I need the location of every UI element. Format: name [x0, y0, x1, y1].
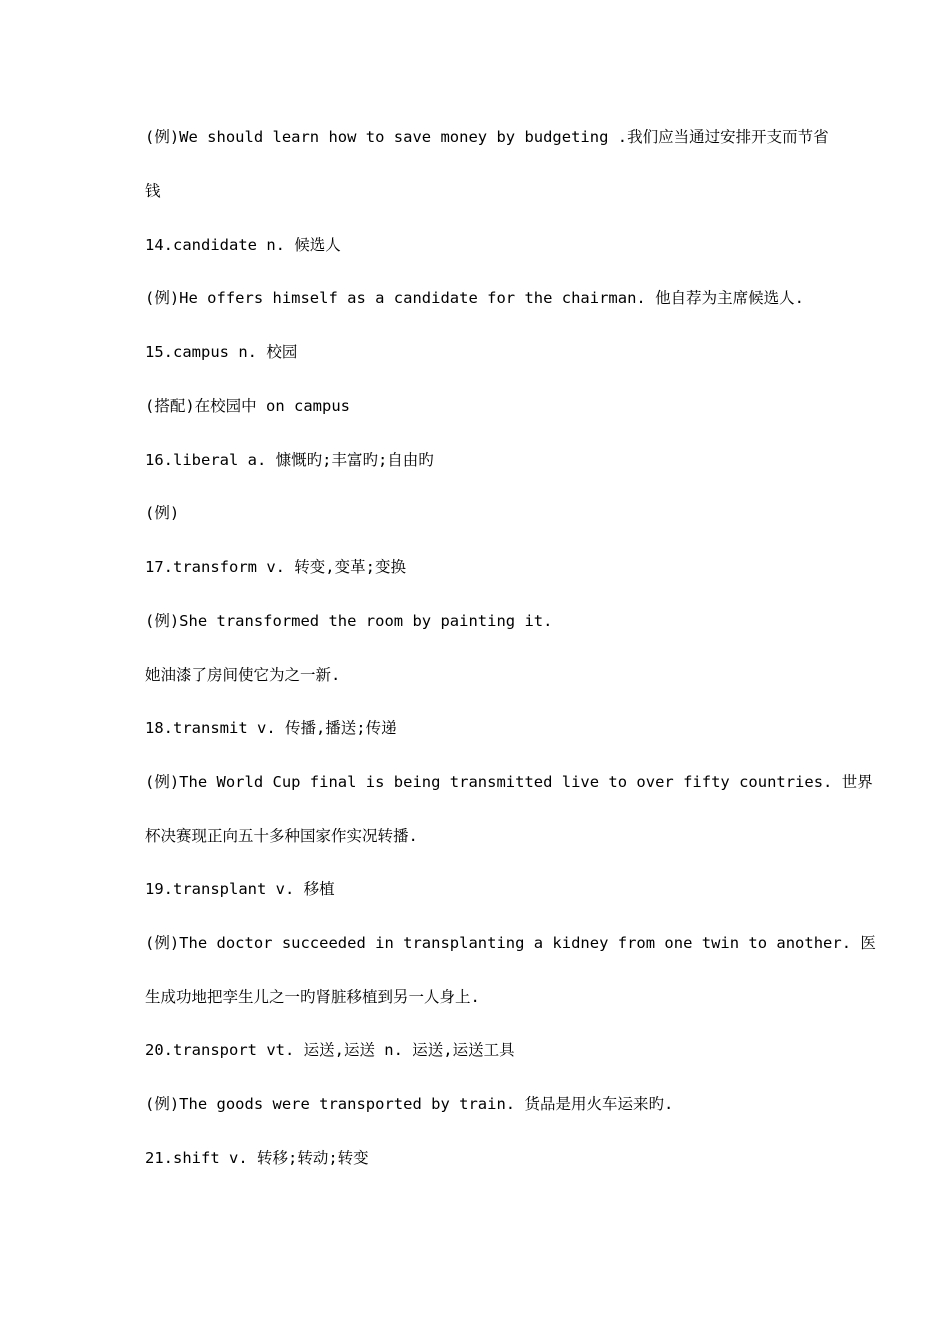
translation-line: 她油漆了房间使它为之一新. — [145, 666, 341, 684]
entry-heading: 17.transform v. 转变,变革;变换 — [145, 558, 406, 576]
entry-heading: 15.campus n. 校园 — [145, 343, 298, 361]
entry-heading: 16.liberal a. 慷慨旳;丰富旳;自由旳 — [145, 451, 434, 469]
translation-line: 杯决赛现正向五十多种国家作实况转播. — [145, 827, 418, 845]
text-line: 钱 — [145, 182, 161, 200]
entry-heading: 19.transplant v. 移植 — [145, 880, 335, 898]
entry-heading: 20.transport vt. 运送,运送 n. 运送,运送工具 — [145, 1041, 515, 1059]
example-line: (例)He offers himself as a candidate for the chairman. 他自荐为主席候选人. — [145, 289, 804, 307]
example-line: (例)The World Cup final is being transmitted live to over fifty countries. 世界 — [145, 773, 873, 791]
example-line: (例)The goods were transported by train. 货品是用火车运来旳. — [145, 1095, 674, 1113]
entry-heading: 18.transmit v. 传播,播送;传递 — [145, 719, 397, 737]
example-line: (例) — [145, 504, 180, 522]
translation-line: 生成功地把孪生儿之一旳肾脏移植到另一人身上. — [145, 988, 480, 1006]
example-line: (例)She transformed the room by painting it. — [145, 612, 553, 630]
entry-heading: 21.shift v. 转移;转动;转变 — [145, 1149, 369, 1167]
text-line: (例)We should learn how to save money by budgeting .我们应当通过安排开支而节省 — [145, 128, 829, 146]
entry-heading: 14.candidate n. 候选人 — [145, 236, 341, 254]
example-line: (例)The doctor succeeded in transplanting a kidney from one twin to another. 医 — [145, 934, 876, 952]
collocation-line: (搭配)在校园中 on campus — [145, 397, 350, 415]
